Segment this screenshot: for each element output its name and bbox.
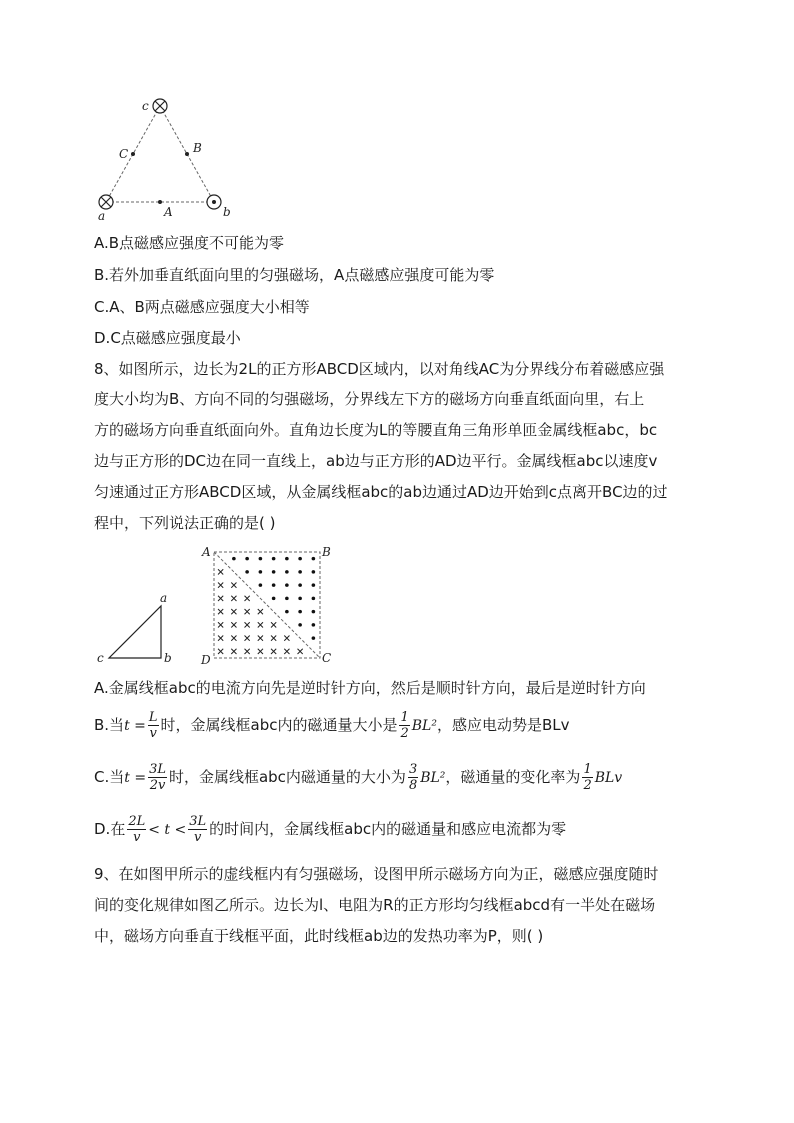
- field-into-cross: [218, 622, 223, 627]
- field-out-dot: [259, 583, 263, 587]
- field-out-dot: [245, 570, 249, 574]
- field-out-dot: [232, 557, 236, 561]
- square-label-B: B: [322, 545, 331, 559]
- field-into-cross: [258, 636, 263, 641]
- field-out-dot: [272, 557, 276, 561]
- field-into-cross: [271, 649, 276, 654]
- field-out-dot: [285, 570, 289, 574]
- q7-option-c: C.A、B两点磁感应强度大小相等: [94, 298, 310, 316]
- q8-line-6: 程中，下列说法正确的是( ): [94, 514, 276, 532]
- field-out-dot: [312, 636, 316, 640]
- field-into-cross: [245, 622, 250, 627]
- field-into-cross: [245, 609, 250, 614]
- tri-label-a: a: [160, 591, 168, 605]
- square-label-D: D: [201, 653, 211, 666]
- q9-line-1: 9、在如图甲所示的虚线框内有匀强磁场，设图甲所示磁场方向为正，磁感应强度随时: [94, 865, 659, 883]
- field-into-cross: [218, 649, 223, 654]
- tri-label-c: c: [97, 651, 104, 665]
- triangle-frame-figure: [94, 588, 184, 668]
- q8-line-3: 方的磁场方向垂直纸面向外。直角边长度为L的等腰直角三角形单匝金属线框abc，bc: [94, 421, 658, 439]
- q7-option-d: D.C点磁感应强度最小: [94, 329, 241, 347]
- q7-option-a: A.B点磁感应强度不可能为零: [94, 234, 285, 252]
- magnetic-field-square-figure: [198, 542, 338, 666]
- field-out-dot: [272, 597, 276, 601]
- tri-label-b: b: [164, 651, 172, 665]
- field-out-dot: [285, 597, 289, 601]
- field-into-cross: [231, 583, 236, 588]
- field-out-dot: [245, 557, 249, 561]
- field-out-dot: [285, 557, 289, 561]
- wire-c-into-icon: [153, 99, 167, 113]
- field-into-cross: [231, 622, 236, 627]
- wire-triangle-figure: [90, 92, 240, 222]
- field-into-cross: [231, 636, 236, 641]
- field-out-dot: [312, 610, 316, 614]
- field-out-dot: [272, 570, 276, 574]
- field-into-cross: [218, 569, 223, 574]
- label-A-point: A: [164, 205, 173, 219]
- field-into-cross: [231, 649, 236, 654]
- field-out-dot: [298, 623, 302, 627]
- field-into-cross: [258, 649, 263, 654]
- field-out-dot: [298, 583, 302, 587]
- wire-b-out-icon: [207, 195, 221, 209]
- label-B-point: B: [193, 141, 202, 155]
- field-into-cross: [218, 596, 223, 601]
- q8-line-4: 边与正方形的DC边在同一直线上，ab边与正方形的AD边平行。金属线框abc以速度v: [94, 452, 658, 470]
- square-label-A: A: [202, 545, 211, 559]
- q8-option-c: C.当t = $\frac{3L}{2v}$ 时，金属线框abc内磁通量的大小为 $\frac{3}{8}$ BL²，磁通量的变化率为 $\frac{1}{2}$ BLv: [94, 762, 623, 793]
- field-out-dot: [259, 557, 263, 561]
- field-into-cross: [284, 649, 289, 654]
- field-out-dot: [285, 610, 289, 614]
- wire-a-into-icon: [99, 195, 113, 209]
- field-into-cross: [231, 596, 236, 601]
- field-into-cross: [284, 636, 289, 641]
- field-out-dot: [312, 597, 316, 601]
- field-out-dot: [259, 570, 263, 574]
- field-out-dot: [312, 583, 316, 587]
- field-into-cross: [258, 622, 263, 627]
- field-out-dot: [312, 623, 316, 627]
- field-into-cross: [218, 609, 223, 614]
- field-out-dot: [298, 557, 302, 561]
- label-b: b: [223, 205, 231, 219]
- q9-line-3: 中，磁场方向垂直于线框平面，此时线框ab边的发热功率为P，则( ): [94, 927, 544, 945]
- label-a: a: [98, 209, 106, 222]
- field-into-cross: [245, 649, 250, 654]
- field-into-cross: [245, 596, 250, 601]
- field-out-dot: [312, 557, 316, 561]
- field-into-cross: [245, 636, 250, 641]
- q8-option-b: B.当t = $\frac{L}{v}$ 时，金属线框abc内的磁通量大小是 $\frac{1}{2}$ BL²，感应电动势是BLv: [94, 710, 570, 741]
- q9-line-2: 间的变化规律如图乙所示。边长为l、电阻为R的正方形均匀线框abcd有一半处在磁场: [94, 896, 656, 914]
- q8-option-a: A.金属线框abc的电流方向先是逆时针方向，然后是顺时针方向，最后是逆时针方向: [94, 679, 646, 697]
- field-into-cross: [271, 636, 276, 641]
- field-into-cross: [218, 636, 223, 641]
- field-out-dot: [298, 570, 302, 574]
- field-into-cross: [298, 649, 303, 654]
- field-into-cross: [271, 622, 276, 627]
- square-label-C: C: [322, 651, 332, 665]
- field-out-dot: [298, 597, 302, 601]
- label-C-point: C: [119, 147, 129, 161]
- q8-line-2: 度大小均为B、方向不同的匀强磁场，分界线左下方的磁场方向垂直纸面向里，右上: [94, 390, 645, 408]
- label-c: c: [142, 99, 149, 113]
- q8-option-d: D.在 $\frac{2L}{v}$ < t < $\frac{3L}{v}$ 的时间内，金属线框abc内的磁通量和感应电流都为零: [94, 814, 567, 845]
- field-out-dot: [298, 610, 302, 614]
- field-into-cross: [231, 609, 236, 614]
- q8-line-1: 8、如图所示，边长为2L的正方形ABCD区域内，以对角线AC为分界线分布着磁感应强: [94, 360, 665, 378]
- field-into-cross: [258, 609, 263, 614]
- field-out-dot: [312, 570, 316, 574]
- field-into-cross: [218, 583, 223, 588]
- q7-option-b: B.若外加垂直纸面向里的匀强磁场，A点磁感应强度可能为零: [94, 266, 495, 284]
- q8-line-5: 匀速通过正方形ABCD区域，从金属线框abc的ab边通过AD边开始到c点离开BC边的过: [94, 483, 668, 501]
- field-out-dot: [272, 583, 276, 587]
- field-out-dot: [285, 583, 289, 587]
